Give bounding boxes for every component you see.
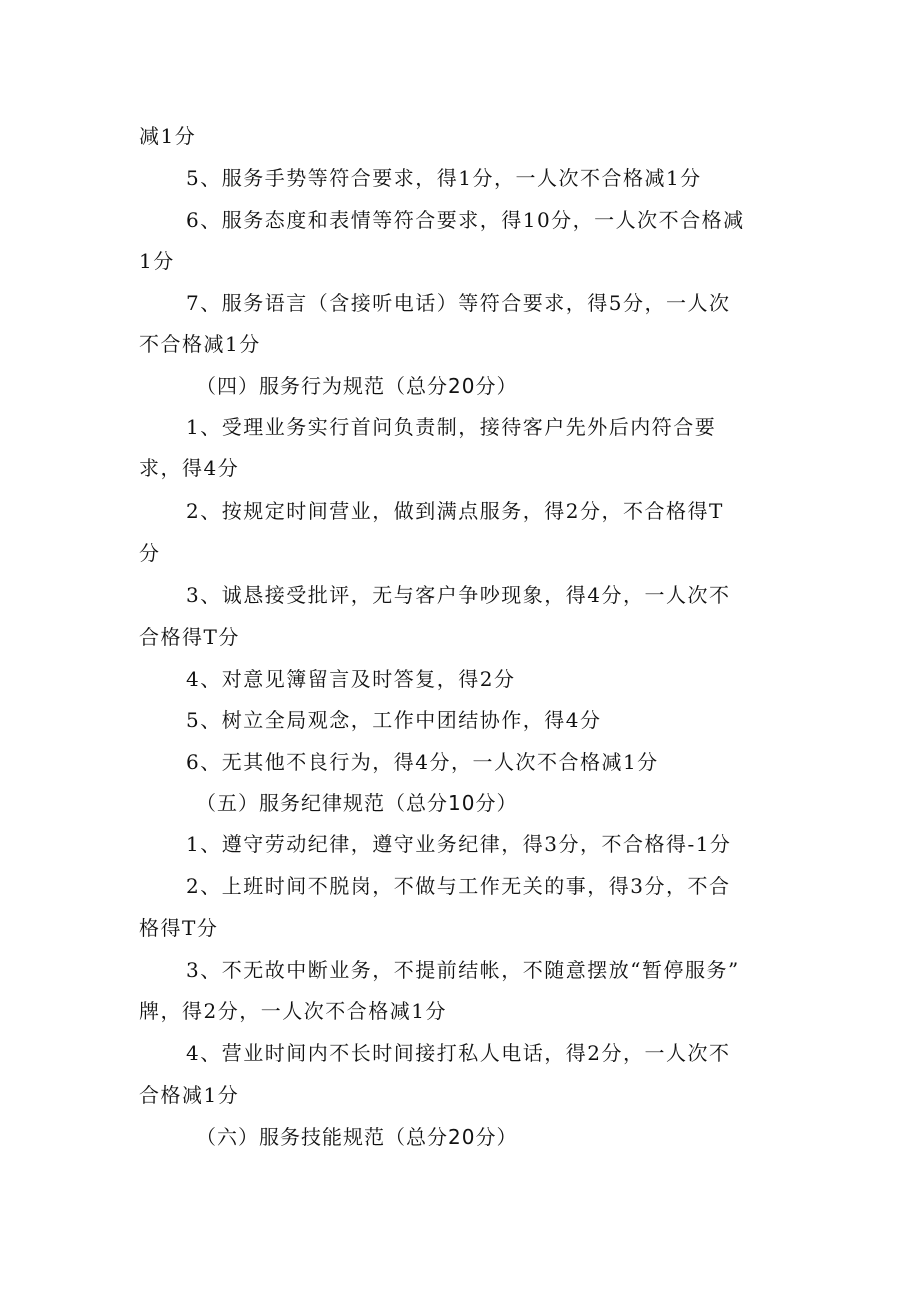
text-line: 5、树立全局观念，工作中团结协作，得4分 (186, 708, 602, 732)
text-line: 4、营业时间内不长时间接打私人电话，得2分，一人次不 (186, 1041, 731, 1065)
text-line: 2、按规定时间营业，做到满点服务，得2分，不合格得T (186, 499, 724, 523)
text-line: 牌，得2分，一人次不合格减1分 (139, 999, 447, 1023)
text-line: 分 (139, 541, 161, 565)
text-line: 3、不无故中断业务，不提前结帐，不随意摆放“暂停服务” (186, 958, 740, 982)
section-heading: （六）服务技能规范（总分20分） (196, 1125, 518, 1149)
text-line: 格得T分 (139, 916, 219, 940)
text-line: 不合格减1分 (139, 332, 261, 356)
text-line: 合格得T分 (139, 625, 240, 649)
text-line: 6、无其他不良行为，得4分，一人次不合格减1分 (186, 750, 659, 774)
text-line: 1、遵守劳动纪律，遵守业务纪律，得3分，不合格得-1分 (186, 832, 732, 856)
text-line: 5、服务手势等符合要求，得1分，一人次不合格减1分 (186, 166, 702, 190)
text-line: 7、服务语言（含接听电话）等符合要求，得5分，一人次 (186, 291, 731, 315)
text-line: 合格减1分 (139, 1083, 240, 1107)
text-line: 4、对意见簿留言及时答复，得2分 (186, 667, 516, 691)
text-line: 1、受理业务实行首问负责制，接待客户先外后内符合要 (186, 415, 717, 439)
text-line: 1分 (139, 249, 175, 273)
text-line: 6、服务态度和表情等符合要求，得10分，一人次不合格减 (186, 208, 745, 232)
section-heading: （五）服务纪律规范（总分10分） (196, 791, 518, 815)
text-line: 3、诚恳接受批评，无与客户争吵现象，得4分，一人次不 (186, 583, 731, 607)
section-heading: （四）服务行为规范（总分20分） (196, 374, 518, 398)
text-line: 2、上班时间不脱岗，不做与工作无关的事，得3分，不合 (186, 874, 731, 898)
text-line: 减1分 (139, 124, 197, 148)
text-line: 求，得4分 (139, 456, 240, 480)
